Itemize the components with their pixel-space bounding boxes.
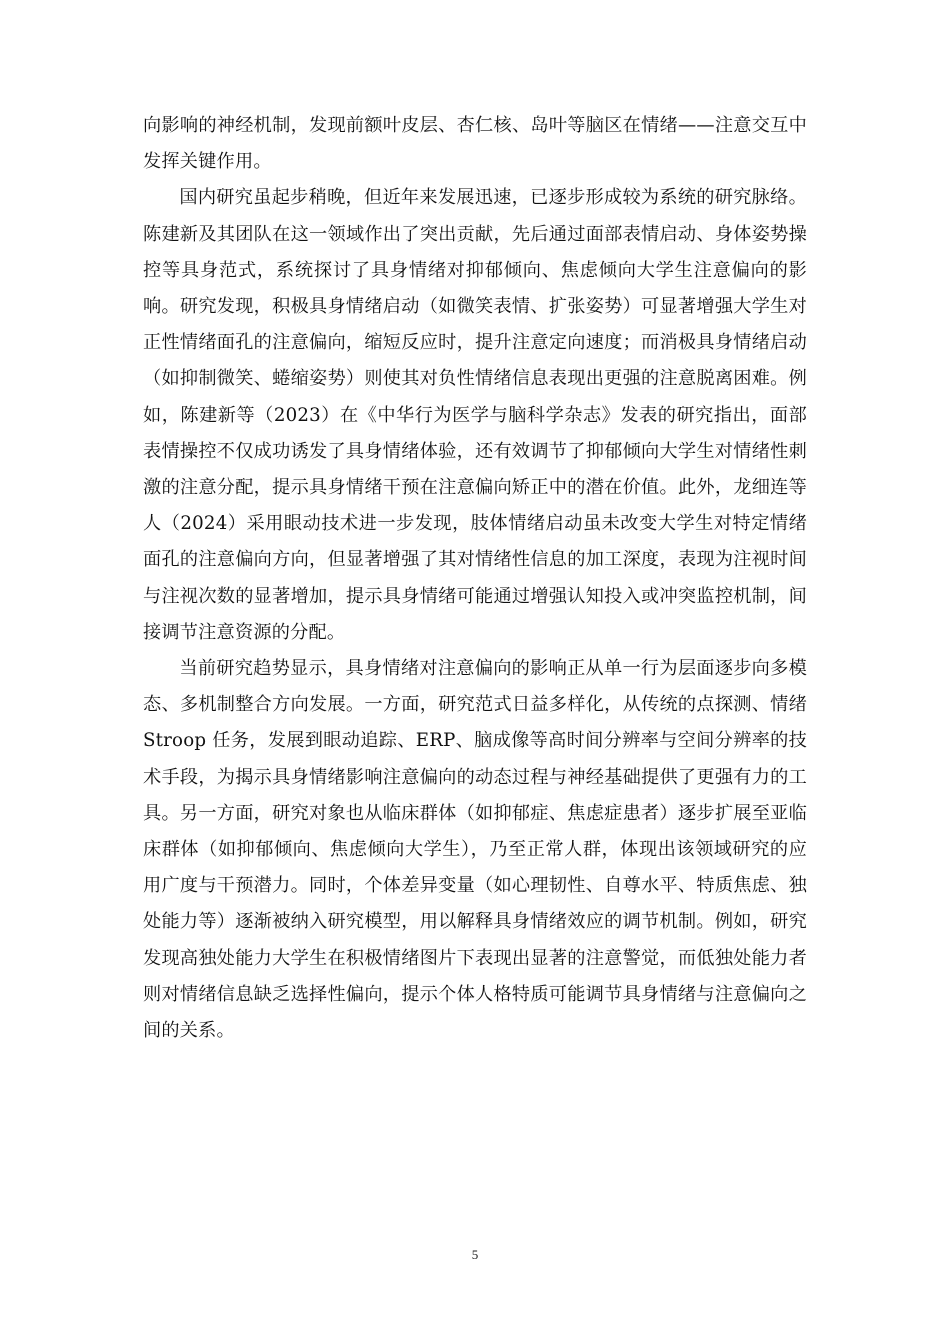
paragraph-continuation: 向影响的神经机制，发现前额叶皮层、杏仁核、岛叶等脑区在情绪——注意交互中发挥关键作用。: [143, 115, 807, 173]
document-body: [143, 108, 807, 1049]
page-number: 5: [471, 1247, 479, 1262]
paragraph-domestic-research: 国内研究虽起步稍晚，但近年来发展迅速，已逐步形成较为系统的研究脉络。陈建新及其团队在这一领域作出了突出贡献，先后通过面部表情启动、身体姿势操控等具身范式，系统探讨了具身情绪对抑郁倾向、焦虑倾向大学生注意偏向的影响。研究发现，积极具身情绪启动（如微笑表情、扩张姿势）可显著增强大学生对正性情绪面孔的注意偏向，缩短反应时，提升注意定向速度；而消极具身情绪启动（如抑制微笑、蜷缩姿势）则使其对负性情绪信息表现出更强的注意脱离困难。例如，陈建新等（2023）在《中华行为医学与脑科学杂志》发表的研究指出，面部表情操控不仅成功诱发了具身情绪体验，还有效调节了抑郁倾向大学生对情绪性刺激的注意分配，提示具身情绪干预在注意偏向矫正中的潜在价值。此外，龙细连等人（2024）采用眼动技术进一步发现，肢体情绪启动虽未改变大学生对特定情绪面孔的注意偏向方向，但显著增强了其对情绪性信息的加工深度，表现为注视时间与注视次数的显著增加，提示具身情绪可能通过增强认知投入或冲突监控机制，间接调节注意资源的分配。: [143, 187, 807, 643]
paragraph-research-trends: 当前研究趋势显示，具身情绪对注意偏向的影响正从单一行为层面逐步向多模态、多机制整合方向发展。一方面，研究范式日益多样化，从传统的点探测、情绪 Stroop 任务，发展到眼动追踪、ERP、脑成像等高时间分辨率与空间分辨率的技术手段，为揭示具身情绪影响注意偏向的动态过程与神经基础提供了更强有力的工具。另一方面，研究对象也从临床群体（如抑郁症、焦虑症患者）逐步扩展至亚临床群体（如抑郁倾向、焦虑倾向大学生），乃至正常人群，体现出该领域研究的应用广度与干预潜力。同时，个体差异变量（如心理韧性、自尊水平、特质焦虑、独处能力等）逐渐被纳入研究模型，用以解释具身情绪效应的调节机制。例如，研究发现高独处能力大学生在积极情绪图片下表现出显著的注意警觉，而低独处能力者则对情绪信息缺乏选择性偏向，提示个体人格特质可能调节具身情绪与注意偏向之间的关系。: [143, 658, 807, 1042]
